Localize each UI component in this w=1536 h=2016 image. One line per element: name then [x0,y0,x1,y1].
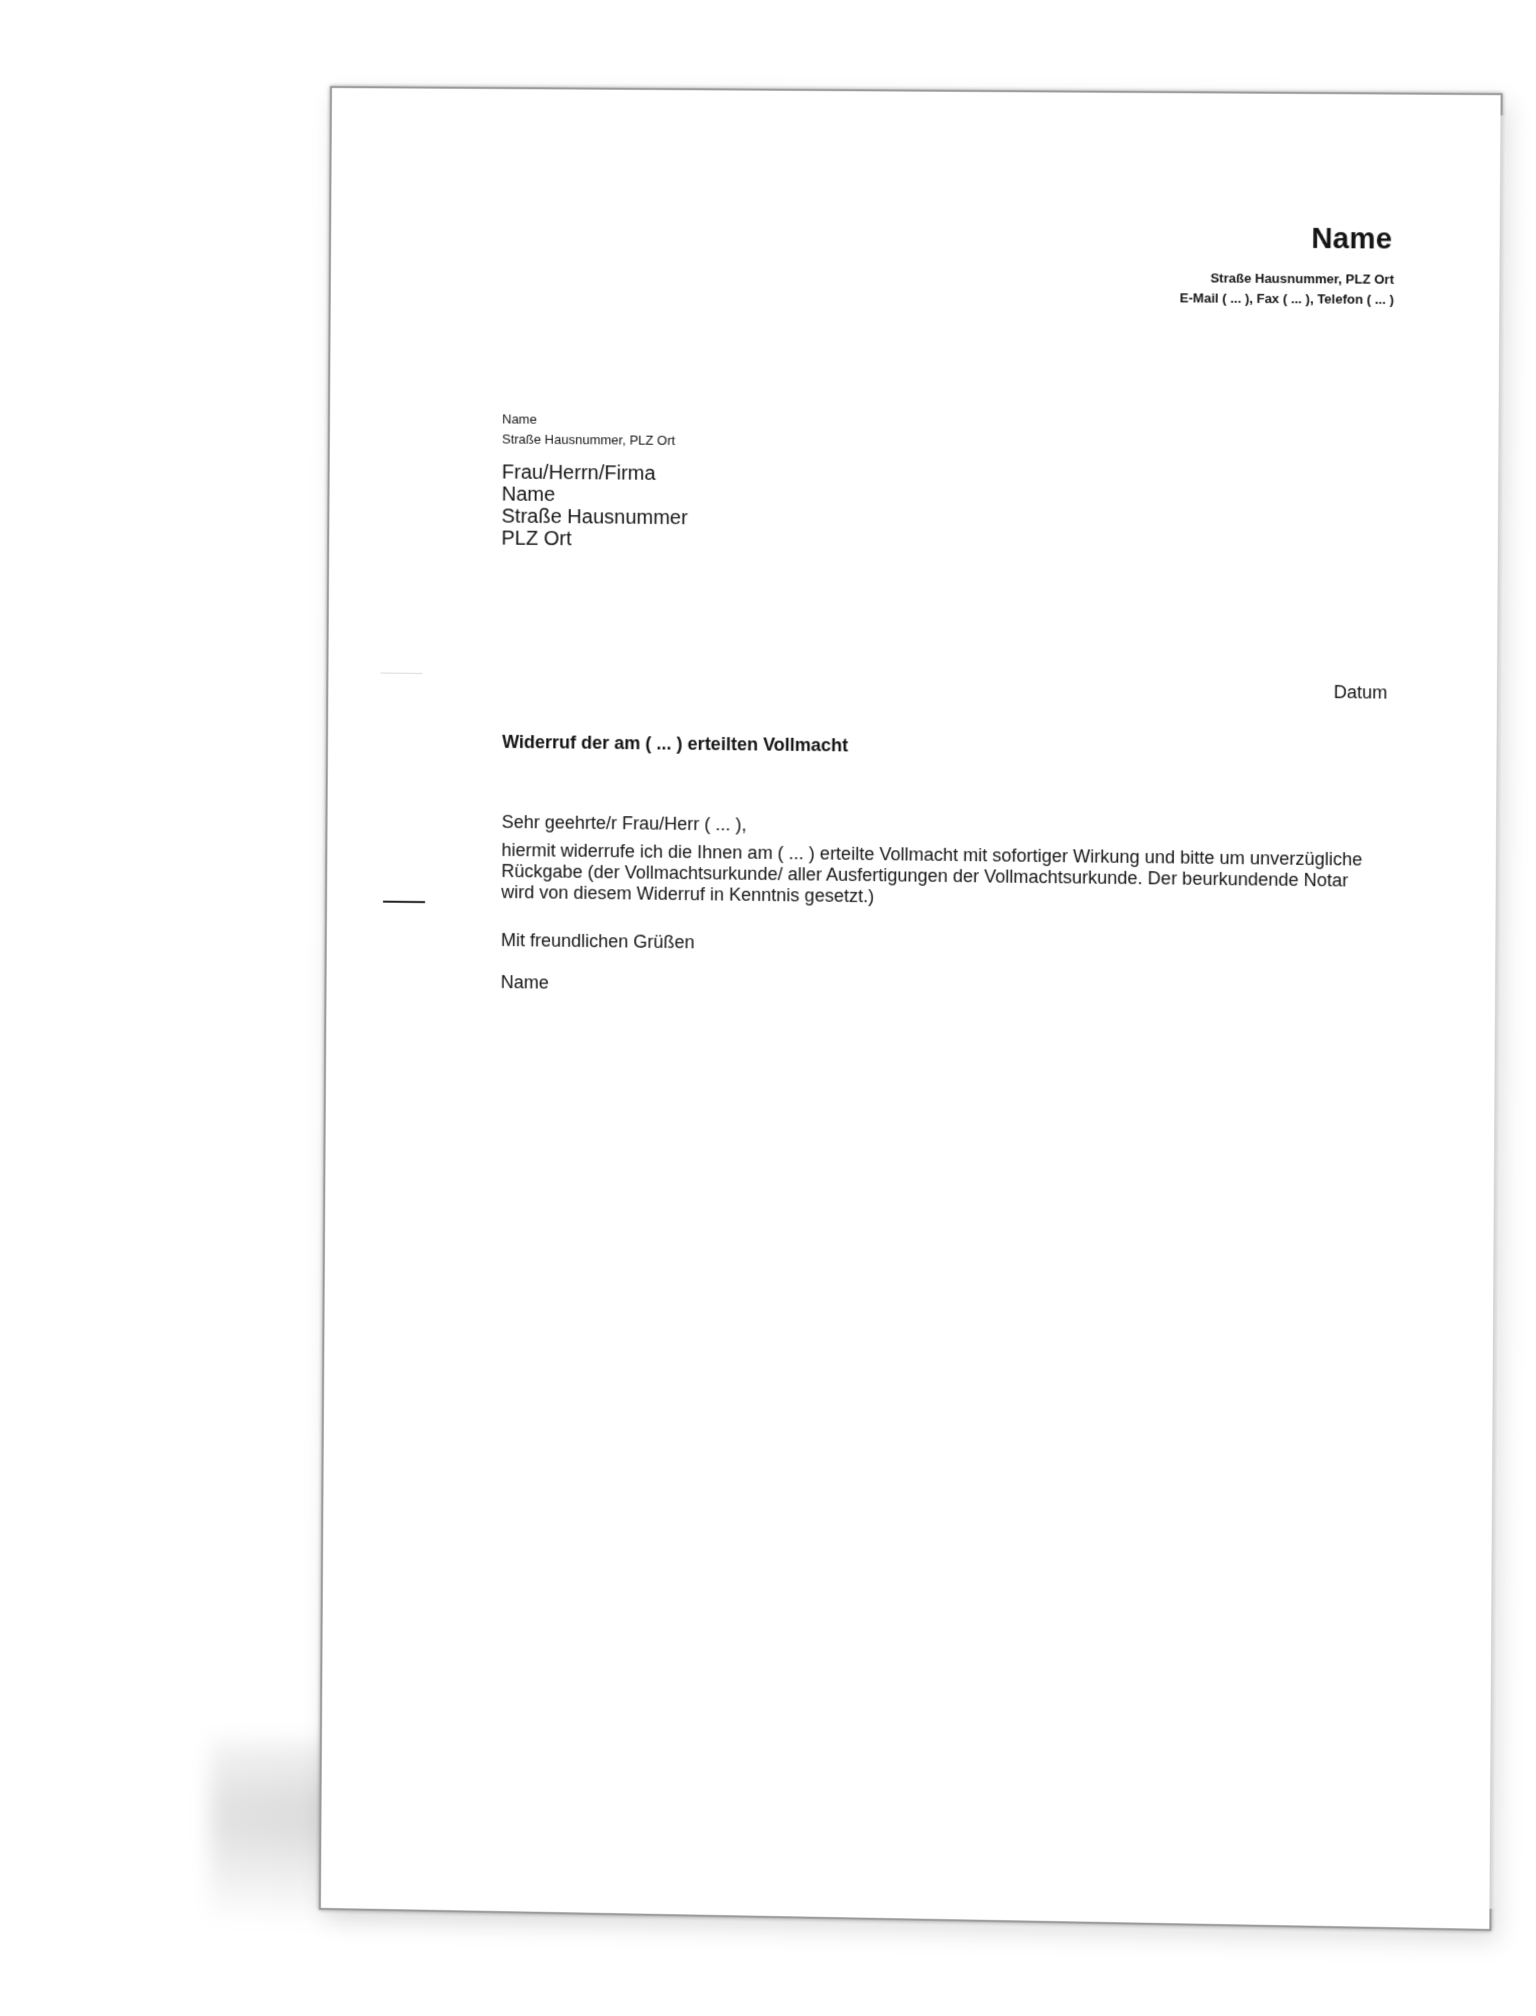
letter-body: hiermit widerrufe ich die Ihnen am ( ... ) erteilte Vollmacht mit sofortiger Wirkung und bitte um unverzügliche Rückgabe (der Vollmachtsurkunde/ aller Ausfertigungen der Vollmachtsurkunde. Der beurkundende Notar wird von diesem Widerruf in Kenntnis gesetzt.) [501,839,1363,907]
punch-mark [383,901,425,903]
letter-date: Datum [1333,681,1388,703]
recipient-block [501,461,688,551]
return-address-line: Straße Hausnummer, PLZ Ort [501,431,676,448]
fold-mark [380,673,422,674]
recipient-line-1: Frau/Herrn/Firma [501,461,656,485]
recipient-line-2: Name [501,483,556,506]
return-address-name: Name [502,411,537,427]
page-edge [1489,115,1506,1909]
signature-name: Name [500,972,549,993]
letter-subject: Widerruf der am ( ... ) erteilten Vollmacht [502,731,849,756]
recipient-line-3: Straße Hausnummer [501,505,688,530]
letter-closing: Mit freundlichen Grüßen [500,930,695,953]
sender-name: Name [1311,222,1393,256]
letter-salutation: Sehr geehrte/r Frau/Herr ( ... ), [501,811,747,835]
recipient-line-4: PLZ Ort [501,527,572,551]
sender-street: Straße Hausnummer, PLZ Ort [1210,270,1395,287]
letter-page [319,86,1503,1931]
sender-contact: E-Mail ( ... ), Fax ( ... ), Telefon ( ... ) [1179,290,1394,307]
